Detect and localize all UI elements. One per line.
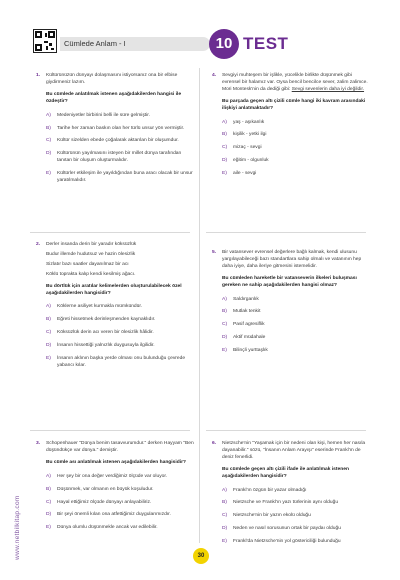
underlined-sentence: Sevgi sevenlerin daha iyi değildir.	[291, 86, 365, 92]
option-c[interactable]: C) Pasif agresiflik	[222, 322, 265, 328]
option-c[interactable]: C) Nietzsche'nin bir yazın ekolü olduğu	[222, 513, 311, 519]
question-2	[36, 242, 194, 376]
option-b[interactable]: B) Eğreti hissetmek derinleşmenden kaynaklıdır.	[46, 317, 156, 323]
question-number: 4.	[212, 73, 217, 78]
question-number: 6.	[212, 441, 217, 446]
question-number: 1.	[36, 73, 41, 78]
section-title: Cümlede Anlam - I	[64, 39, 126, 48]
question-3	[36, 441, 194, 538]
column-divider	[199, 68, 200, 543]
question-prompt: Bu cümlede geçen altı çizili ifade ile anlatılmak istenen aşağıdakilerden hangisidir?	[222, 466, 349, 479]
question-stem: Sevgiyi muhteşem bir işlikle, yücelikle birlikte düşünmek gibi evrensel bir halamız var. Oysa bencil bencilce sever, zalim zalimce. Mori Montesk'nin da dediği gibi: Sevgi sevenlerin daha iyi değildir.	[222, 73, 368, 92]
option-e[interactable]: E) Kültürler etkileşim ile yayıldığından buna aracı olacak bir unsur yaratılmalıdır.	[46, 171, 193, 184]
option-b[interactable]: B) Tarihe her zaman baskın olan her türlü unsur yön vermiştir.	[46, 125, 185, 131]
question-stem: Nietzsche'nin "Yaşamak için bir nedeni olan kişi, hemen her nasıla dayanabilir." sözü, "İnsanın Anlam Arayışı" eserinde Frankl'ın de deniz fenerlidi.	[222, 441, 366, 460]
option-c[interactable]: C) Kültür sizelden ebede çoğalarak aktarılan bir oluşumdur.	[46, 138, 179, 144]
option-b[interactable]: B) Nietzsche ve Frankl'ın yazı türlerinin aynı olduğu	[222, 500, 339, 506]
question-1	[36, 73, 194, 191]
option-c[interactable]: C) mizaç - sevgi	[222, 145, 262, 151]
row-separator	[30, 430, 190, 431]
option-d[interactable]: D) Neden ve nasıl sorusunun ortak bir paydaı olduğu	[222, 526, 341, 532]
option-a[interactable]: A) yaş - aşıkanlık	[222, 119, 265, 125]
option-c[interactable]: C) Köksüzlük derin acı veren bir ölesizlik hâlidir.	[46, 330, 154, 336]
question-stem: Bir vatansever evrensel değerlere bağlı kalmak, kendi ulusunu yargılayabileceği bazı standartlara sahip olmalı ve vatanının hep daha iyiye, daha ileriye gitmesini istemelidir.	[222, 250, 362, 269]
option-e[interactable]: E) İnsanın aklının başka yerde olması onu bulunduğu çevrede yabancı kılar.	[46, 356, 186, 368]
qr-code-icon[interactable]	[33, 29, 57, 53]
option-d[interactable]: D) Aktif müdahale	[222, 335, 266, 341]
question-prompt: Bu parçada geçen altı çizili cümle hangi iki kavram arasındaki ilişkiyi anlatmaktadır?	[222, 98, 366, 111]
option-d[interactable]: D) Kültürünün yayılmasını isteyen bir millet dünya tarafından tanıtan bir oluşum oluşturmalıdır.	[46, 151, 182, 164]
row-separator	[30, 232, 190, 233]
question-prompt: Bu dörtlük için aratılar kelimelerden oluşturulabilecek özel aşağıdakilerden hangisidir?	[46, 283, 182, 296]
option-d[interactable]: D) eğitim - olgunluk	[222, 158, 269, 164]
publisher-url: www.netbilkitap.com	[14, 495, 21, 560]
option-a[interactable]: A) Saldırganlık	[222, 296, 259, 302]
question-5	[212, 250, 370, 361]
poem-line: Sizlatır bazı saatler dayanılmaz bir acı	[46, 261, 129, 267]
option-c[interactable]: C) Hayal ettiğimiz ölçüde dünyayı anlayabiliriz.	[46, 499, 152, 505]
option-b[interactable]: B) Düşünmek, var olmanın en büyük koşuludur.	[46, 486, 154, 492]
question-prompt: Bu cümleden hareketle bir vatanseverin ilkeleri buluşması gereken ne sahip aşağıdakilerden hangisi olmaz?	[222, 275, 357, 288]
poem-line: Köklü toprakta kalıp kendi kesilmiş ağacı.	[46, 271, 136, 277]
option-b[interactable]: B) kişilik - yetki ilgi	[222, 132, 267, 138]
option-a[interactable]: A) Frankl'ın özgün bir yazar olmadığı	[222, 487, 307, 493]
question-stem: Schopenhauer "Dünya benim tasavvurumdur." derken Hayyam "Ben düşündükçe var dünya." demiştir.	[46, 441, 194, 453]
question-6	[212, 441, 370, 552]
question-4	[212, 73, 370, 184]
poem-line: Derler insanda derin bir yaradır köksüzlük	[46, 242, 137, 247]
option-e[interactable]: E) Bilinçli yurttaşlık	[222, 348, 268, 354]
option-e[interactable]: E) Frankl'da Nietzsche'nin yol göstericiliği bulunduğu	[222, 539, 341, 545]
question-number: 2.	[36, 242, 41, 247]
question-stem: Kültürünüzün dünyayı dolaşmasını istiyorsanız ona bir elbise giydirmeniz lazım.	[46, 73, 178, 85]
question-number: 5.	[212, 250, 217, 255]
page-number: 30	[193, 548, 209, 564]
question-number: 3.	[36, 441, 41, 446]
option-d[interactable]: D) İnsanın hissettiği yalnızlık duygusuyla ilgilidir.	[46, 343, 155, 349]
poem-line: Budur illemde hudutsuz ve hazin ölesizlik	[46, 251, 136, 257]
option-a[interactable]: A) Medeniyetler birbirini belli ile süre gelmiştir.	[46, 112, 150, 118]
test-number-badge: 10	[209, 29, 239, 59]
option-a[interactable]: A) Her şey bir ona değer verdiğimiz ölçüde var oluyor.	[46, 473, 168, 479]
option-e[interactable]: E) aile - sevgi	[222, 171, 257, 177]
option-b[interactable]: B) Mutlak tenkit	[222, 309, 261, 315]
row-separator	[206, 430, 366, 431]
option-e[interactable]: E) Dünya olumlu düşünmekle ancak var edilebilir.	[46, 525, 158, 531]
option-d[interactable]: D) Bir şeyi önemli kılan ona atfettiğimiz duygularımızdır.	[46, 512, 171, 518]
question-prompt: Bu cümlede anlatılmak istenen aşağıdakilerden hangisi ile özdeştir?	[46, 91, 182, 104]
test-label: TEST	[243, 34, 289, 53]
question-prompt: Bu cümle ası anlatılmak istenen aşağıdakilerden hangisidir?	[46, 459, 186, 465]
row-separator	[206, 232, 366, 233]
option-a[interactable]: A) Köklerne asiliyet kurmakla mümkündür.	[46, 304, 143, 310]
